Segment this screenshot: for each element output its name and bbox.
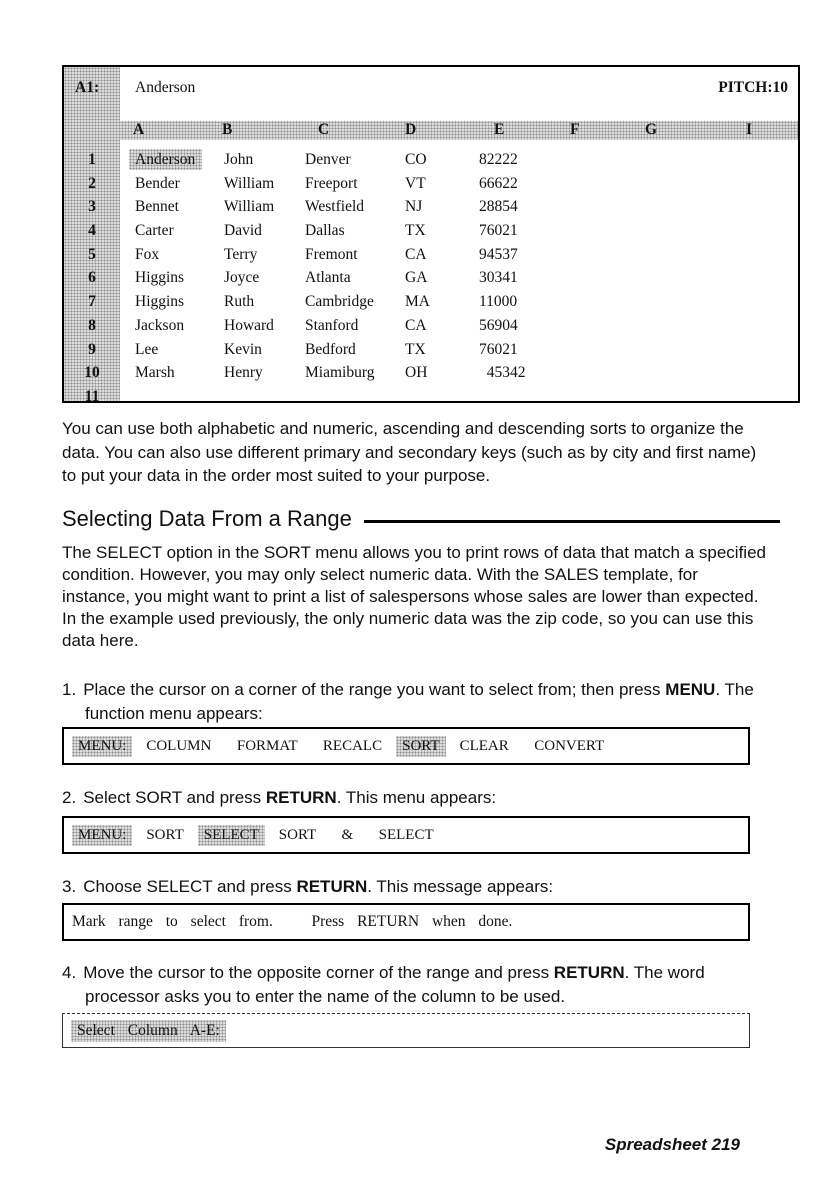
section-heading (62, 506, 780, 532)
column-header: C (318, 121, 330, 138)
spreadsheet-screenshot (62, 65, 800, 403)
cell-lastname-cursor: Anderson (129, 149, 202, 170)
step-text: Move the cursor to the opposite corner of the range and press (83, 963, 554, 982)
sheet-row (64, 339, 798, 363)
sheet-row (64, 315, 798, 339)
row-number: 4 (88, 222, 96, 240)
row-number: 11 (84, 387, 100, 403)
row-number: 7 (88, 293, 96, 311)
select-column-prompt-box (62, 1013, 750, 1048)
sheet-row (64, 173, 798, 197)
cell-lastname: Fox (135, 245, 160, 263)
key-name: RETURN (296, 877, 368, 896)
cell-firstname: Howard (224, 316, 274, 334)
row-number: 2 (88, 174, 96, 192)
cell-firstname: John (224, 151, 254, 168)
cell-contents: Anderson (135, 79, 196, 96)
sheet-row (64, 362, 798, 386)
key-name: MENU (665, 680, 716, 699)
step-number: 3. (62, 877, 77, 896)
cell-firstname: Ruth (224, 293, 255, 311)
cell-zip: 56904 (479, 316, 518, 334)
cell-city: Cambridge (305, 293, 374, 311)
pitch-indicator: PITCH:10 (718, 79, 788, 96)
cell-zip: 82222 (479, 151, 518, 168)
step-number: 2. (62, 788, 77, 807)
cell-firstname: Joyce (224, 269, 260, 287)
cell-city: Dallas (305, 222, 345, 240)
cell-lastname: Jackson (135, 316, 185, 334)
menu-item-sort-and-select: SORT & SELECT (278, 826, 434, 843)
cell-state: OH (405, 364, 428, 382)
column-header: D (405, 121, 417, 138)
cell-state: CA (405, 316, 427, 334)
row-number: 3 (88, 198, 96, 216)
column-header-band (64, 121, 798, 140)
cell-firstname: Kevin (224, 340, 262, 358)
cell-lastname: Marsh (135, 364, 175, 382)
step-text: Place the cursor on a corner of the range you want to select from; then press (83, 680, 666, 699)
cell-state: CO (405, 151, 427, 168)
cell-firstname: William (224, 198, 275, 216)
step-text: . This menu appears: (336, 788, 497, 807)
prompt-text: Select Column A-E: (71, 1020, 226, 1042)
menu-item-select-selected: SELECT (198, 825, 265, 846)
row-number: 9 (88, 340, 96, 358)
cell-state: TX (405, 340, 426, 358)
cell-lastname: Lee (135, 340, 159, 358)
cell-state: GA (405, 269, 428, 287)
step-text: Select SORT and press (83, 788, 266, 807)
cell-state: TX (405, 222, 426, 240)
menu-items: COLUMN FORMAT RECALC (146, 737, 383, 754)
sheet-row (64, 220, 798, 244)
sheet-row (64, 149, 798, 173)
step-text: . The word processor asks you to enter the name of the column to be used. (85, 963, 705, 1006)
cell-city: Bedford (305, 340, 356, 358)
section-body: The SELECT option in the SORT menu allows you to print rows of data that match a specified condition. However, you may only select numeric data. With the SALES template, for instance, you might want to print a list of salespersons whose sales are lower than expected. In the example used previously, the only numeric data was the zip code, so you can use this data here. (62, 543, 766, 650)
sheet-row (64, 291, 798, 315)
step-number: 1. (62, 680, 77, 699)
cell-firstname: William (224, 174, 275, 192)
column-header: A (133, 121, 145, 138)
menu-label: MENU: (72, 736, 132, 757)
cell-zip: 28854 (479, 198, 518, 216)
cell-state: CA (405, 245, 427, 263)
column-header: E (494, 121, 505, 138)
cell-city: Denver (305, 151, 351, 168)
menu-items: CLEAR CONVERT (459, 737, 605, 754)
column-header: B (222, 121, 233, 138)
column-header: G (645, 121, 658, 138)
cell-state: VT (405, 174, 426, 192)
step-text: . This message appears: (367, 877, 554, 896)
sheet-row (64, 267, 798, 291)
status-bar (64, 67, 798, 119)
cell-firstname: Terry (224, 245, 258, 263)
cell-city: Westfield (305, 198, 365, 216)
cell-zip: 11000 (479, 293, 518, 311)
cell-zip: 76021 (479, 222, 518, 240)
column-header: I (746, 121, 753, 138)
sort-menu-box (62, 816, 750, 854)
cell-zip: 30341 (479, 269, 518, 287)
sheet-rows (64, 149, 798, 403)
step-text: . The function menu appears: (85, 680, 754, 723)
mark-range-message-box (62, 903, 750, 941)
cell-city: Freeport (305, 174, 358, 192)
key-name: RETURN (265, 788, 337, 807)
step-3 (62, 875, 770, 899)
step-text: Choose SELECT and press (83, 877, 297, 896)
cell-zip: 76021 (479, 340, 518, 358)
sheet-row (64, 196, 798, 220)
cell-zip: 45342 (479, 364, 526, 382)
cell-firstname: David (224, 222, 262, 240)
cell-city: Fremont (305, 245, 358, 263)
step-4 (62, 961, 770, 1008)
heading-rule (364, 520, 780, 523)
cell-state: MA (405, 293, 430, 311)
menu-item-sort: SORT (146, 826, 184, 843)
function-menu-box (62, 727, 750, 765)
sheet-row (64, 386, 798, 403)
cell-lastname: Bender (135, 174, 180, 192)
cell-firstname: Henry (224, 364, 263, 382)
cell-city: Stanford (305, 316, 359, 334)
cell-zip: 94537 (479, 245, 518, 263)
cell-lastname: Higgins (135, 293, 185, 311)
row-number: 5 (88, 245, 96, 263)
row-number: 8 (88, 316, 96, 334)
section-title: Selecting Data From a Range (62, 506, 352, 531)
menu-label: MENU: (72, 825, 132, 846)
message-text: Mark range to select from. Press RETURN when done. (72, 913, 513, 930)
sheet-row (64, 244, 798, 268)
cell-city: Miamiburg (305, 364, 375, 382)
key-name: RETURN (553, 963, 625, 982)
menu-item-sort-selected: SORT (396, 736, 445, 757)
cell-city: Atlanta (305, 269, 351, 287)
intro-paragraph: You can use both alphabetic and numeric, ascending and descending sorts to organize the data. You can also use different primary and secondary keys (such as by city and first name) to put your data in the order most suited to your purpose. (62, 419, 757, 485)
cell-lastname: Carter (135, 222, 174, 240)
cell-state: NJ (405, 198, 423, 216)
cell-reference: A1: (75, 79, 100, 96)
row-number: 1 (88, 151, 96, 168)
cell-lastname: Bennet (135, 198, 179, 216)
step-1 (62, 678, 770, 725)
row-number: 10 (84, 364, 100, 382)
page-footer: Spreadsheet 219 (604, 1135, 740, 1154)
cell-zip: 66622 (479, 174, 518, 192)
row-number: 6 (88, 269, 96, 287)
step-number: 4. (62, 963, 77, 982)
column-header: F (570, 121, 580, 138)
step-2 (62, 786, 770, 810)
cell-lastname: Higgins (135, 269, 185, 287)
